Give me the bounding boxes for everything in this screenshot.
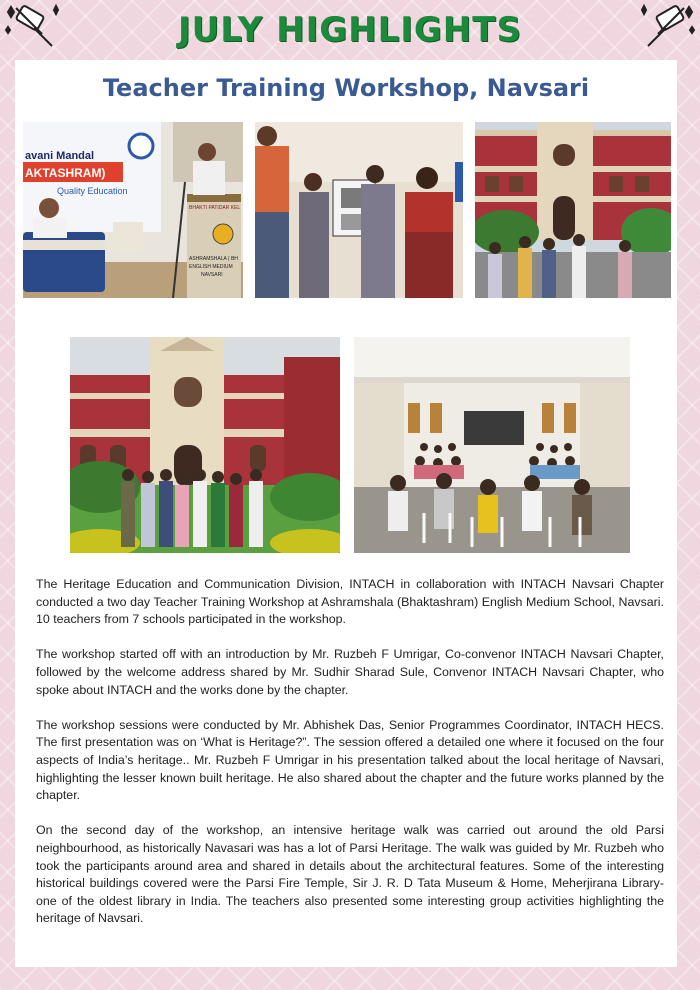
svg-text:ASHRAMSHALA ( BH: ASHRAMSHALA ( BH xyxy=(189,256,238,262)
article-title: Teacher Training Workshop, Navsari xyxy=(102,74,590,102)
svg-text:BHAKTI PATIDAR KEL: BHAKTI PATIDAR KEL xyxy=(189,205,241,211)
article-card xyxy=(15,60,677,967)
photo-podium-speaker xyxy=(23,122,243,298)
paragraph: The Heritage Education and Communication Division, INTACH in collaboration with INTACH Navsari Chapter conducted a two day Teacher Training Workshop at Ashramshala (Bhaktashram) English Medium School, Navsari. 10 teachers from 7 schools participated in the workshop. xyxy=(36,577,664,627)
paragraph: The workshop started off with an introduction by Mr. Ruzbeh F Umrigar, Co-convenor INTACH Navsari Chapter, followed by the welcome address shared by Mr. Sudhir Sharad Sule, Convenor INTACH Navsari Chapter, who spoke about INTACH and the works done by the chapter. xyxy=(36,647,664,697)
photo-heritage-courtyard xyxy=(475,122,671,298)
banner-title: JULY HIGHLIGHTS xyxy=(178,10,522,50)
paragraph: The workshop sessions were conducted by Mr. Abhishek Das, Senior Programmes Coordinator, INTACH HECS. The first presentation was on ‘What is Heritage?”. The session offered a detailed one where it focused on the four aspects of India’s heritage.. Mr. Ruzbeh F Umrigar in his presentation talked about the local heritage of Navsari, highlighting the lesser known built heritage. He also shared about the chapter and the future works planned by the chapter. xyxy=(36,717,664,803)
svg-text:avani Mandal: avani Mandal xyxy=(25,150,95,162)
photo-group-activity xyxy=(255,122,463,298)
photo-group-building xyxy=(70,337,340,553)
svg-text:Quality Education: Quality Education xyxy=(57,186,128,196)
paragraph: On the second day of the workshop, an intensive heritage walk was carried out around the old Parsi neighbourhood, as historically Navasari was has a lot of Parsi Heritage. The walk was guided by Mr. Ruzbeh who took the participants around area and shared in details about the architectural features. Some of the interesting historical buildings covered were the Parsi Fire Temple, Sir J. R. D Tata Museum & Home, Meherjirana Library- one of the oldest library in India. The teachers also presented some interesting group activities highlighting the heritage of Navsari. xyxy=(36,823,664,926)
svg-text:NAVSARI: NAVSARI xyxy=(201,272,223,278)
svg-text:AKTASHRAM): AKTASHRAM) xyxy=(25,166,106,180)
article-body xyxy=(36,576,664,945)
photo-hall-participants xyxy=(354,337,630,553)
svg-text:ENGLISH MEDIUM: ENGLISH MEDIUM xyxy=(189,264,233,270)
